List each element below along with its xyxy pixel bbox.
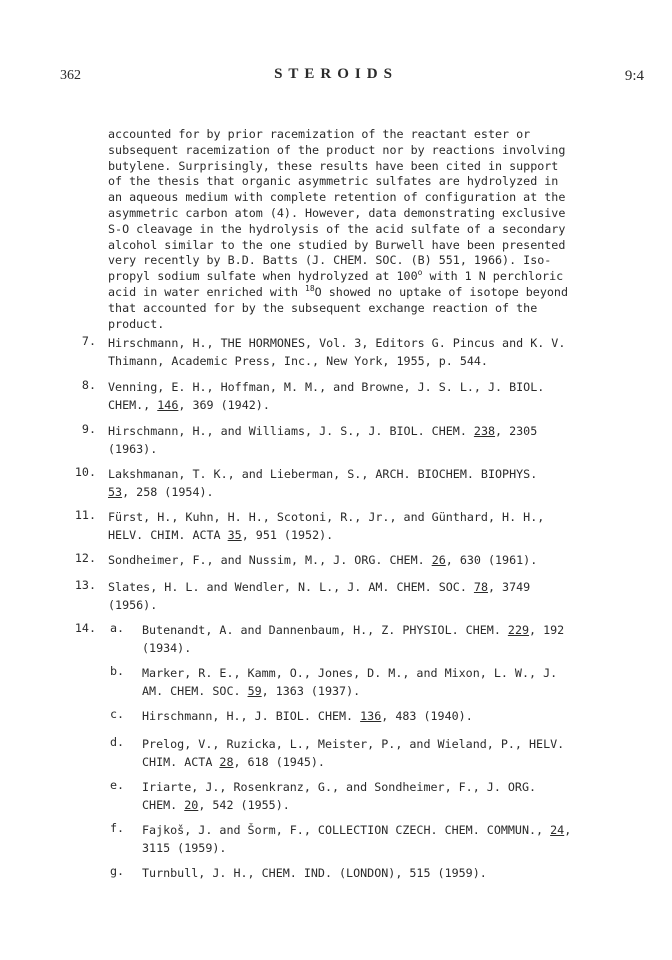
- text-line: an aqueous medium with complete retention of configuration at the: [108, 190, 566, 205]
- reference-number: 11.: [74, 508, 96, 522]
- volume-number: 238: [473, 424, 496, 438]
- text-line: product.: [108, 316, 165, 331]
- text-segment: Slates, H. L. and Wendler, N. L., J. AM. CHEM. SOC.: [108, 580, 474, 594]
- text-segment: , 630 (1961).: [445, 553, 538, 567]
- text-segment: CHEM.: [142, 798, 185, 812]
- sub-reference-entry: [142, 864, 487, 882]
- sub-reference-entry: [142, 821, 571, 857]
- text-line: [108, 483, 537, 501]
- sub-reference-entry: [142, 778, 536, 814]
- text-segment: , 618 (1945).: [233, 755, 325, 769]
- volume-number: 59: [247, 684, 262, 698]
- text-line: [142, 753, 564, 771]
- text-line: (1934).: [142, 641, 192, 655]
- text-line: Iriarte, J., Rosenkranz, G., and Sondheimer, F., J. ORG.: [142, 780, 537, 794]
- text-segment: , 369 (1942).: [178, 398, 270, 412]
- text-line: Fürst, H., Kuhn, H. H., Scotoni, R., Jr., and Günthard, H. H.,: [108, 510, 545, 524]
- text-line: butylene. Surprisingly, these results have been cited in support: [108, 158, 559, 173]
- text-line: [142, 682, 557, 700]
- text-segment: propyl sodium sulfate when hydrolyzed at 100: [108, 269, 418, 284]
- volume-number: 53: [108, 485, 123, 499]
- sub-reference-letter: g.: [110, 864, 125, 878]
- reference-number: 14.: [74, 621, 96, 635]
- text-line: Prelog, V., Ruzicka, L., Meister, P., and Wieland, P., HELV.: [142, 737, 565, 751]
- page-number: 362: [60, 68, 81, 83]
- text-line: (1963).: [108, 442, 158, 456]
- text-line: Marker, R. E., Kamm, O., Jones, D. M., and Mixon, L. W., J.: [142, 666, 558, 680]
- volume-number: 136: [360, 709, 382, 723]
- text-segment: , 951 (1952).: [241, 528, 334, 542]
- text-line: [108, 551, 537, 569]
- text-line: asymmetric carbon atom (4). However, data demonstrating exclusive: [108, 205, 566, 220]
- text-segment: , 2305: [495, 424, 538, 438]
- text-segment: , 1363 (1937).: [261, 684, 361, 698]
- text-segment: , 483 (1940).: [381, 709, 473, 723]
- page-header: [0, 66, 672, 90]
- reference-entry: [108, 422, 537, 458]
- reference-entry: [108, 334, 565, 370]
- text-line: S-O cleavage in the hydrolysis of the acid sulfate of a secondary: [108, 221, 566, 236]
- text-line: Lakshmanan, T. K., and Lieberman, S., ARCH. BIOCHEM. BIOPHYS.: [108, 467, 538, 481]
- text-segment: O showed no uptake of isotope beyond: [314, 284, 568, 299]
- text-line: Thimann, Academic Press, Inc., New York, 1955, p. 544.: [108, 354, 488, 368]
- volume-number: 20: [184, 798, 199, 812]
- reference-number: 7.: [81, 334, 96, 348]
- text-segment: , 3749: [487, 580, 531, 594]
- text-segment: CHIM. ACTA: [142, 755, 220, 769]
- text-line: [142, 796, 536, 814]
- reference-number: 13.: [74, 578, 96, 592]
- volume-number: 78: [473, 580, 488, 594]
- sub-reference-letter: e.: [110, 778, 125, 792]
- volume-number: 24: [550, 823, 565, 837]
- sub-reference-entry: [142, 735, 564, 771]
- text-line: [108, 269, 598, 285]
- sub-reference-entry: [142, 664, 557, 700]
- volume-number: 28: [219, 755, 234, 769]
- text-line: that accounted for by the subsequent exchange reaction of the: [108, 300, 538, 315]
- text-segment: HELV. CHIM. ACTA: [108, 528, 228, 542]
- reference-entry: [108, 378, 544, 414]
- text-segment: , 542 (1955).: [198, 798, 290, 812]
- sub-reference-letter: a.: [110, 621, 125, 635]
- text-line: subsequent racemization of the product nor by reactions involving: [108, 142, 566, 157]
- text-line: [142, 821, 571, 839]
- text-line: Hirschmann, H., THE HORMONES, Vol. 3, Editors G. Pincus and K. V.: [108, 336, 566, 350]
- reference-entry: [108, 465, 537, 501]
- reference-number: 10.: [74, 465, 96, 479]
- text-segment: Fajkoš, J. and Šorm, F., COLLECTION CZECH. CHEM. COMMUN.,: [142, 823, 551, 837]
- sub-reference-letter: f.: [110, 821, 125, 835]
- sub-reference-entry: [142, 621, 564, 657]
- text-segment: Hirschmann, H., and Williams, J. S., J. BIOL. CHEM.: [108, 424, 474, 438]
- reference-entry: [108, 578, 530, 614]
- reference-entry: [108, 551, 537, 569]
- text-segment: Hirschmann, H., J. BIOL. CHEM.: [142, 709, 361, 723]
- text-line: Turnbull, J. H., CHEM. IND. (LONDON), 515 (1959).: [142, 866, 487, 880]
- degree-superscript: o: [417, 268, 423, 278]
- sub-reference-letter: d.: [110, 735, 125, 749]
- reference-entry: [108, 508, 544, 544]
- issue-number: 9:4: [624, 68, 644, 84]
- text-segment: Sondheimer, F., and Nussim, M., J. ORG. CHEM.: [108, 553, 432, 567]
- sub-reference-entry: [142, 707, 473, 725]
- sub-reference-letter: b.: [110, 664, 125, 678]
- text-line: of the thesis that organic asymmetric sulfates are hydrolyzed in: [108, 174, 559, 189]
- volume-number: 146: [157, 398, 179, 412]
- reference-number: 8.: [81, 378, 96, 392]
- text-line: 3115 (1959).: [142, 841, 227, 855]
- text-line: accounted for by prior racemization of the reactant ester or: [108, 127, 531, 141]
- text-line: [142, 621, 564, 639]
- continuation-paragraph: [108, 127, 598, 332]
- text-segment: acid in water enriched with: [108, 284, 306, 299]
- text-line: very recently by B.D. Batts (J. CHEM. SOC. (B) 551, 1966). Iso-: [108, 253, 552, 268]
- reference-number: 9.: [81, 422, 96, 436]
- volume-number: 35: [227, 528, 242, 542]
- reference-number: 12.: [74, 551, 96, 565]
- text-line: [108, 396, 544, 414]
- sub-reference-letter: c.: [110, 707, 125, 721]
- text-segment: , 258 (1954).: [122, 485, 214, 499]
- text-segment: Butenandt, A. and Dannenbaum, H., Z. PHYSIOL. CHEM.: [142, 623, 508, 637]
- text-segment: AM. CHEM. SOC.: [142, 684, 248, 698]
- text-line: [142, 707, 473, 725]
- text-line: (1956).: [108, 598, 158, 612]
- text-segment: ,: [564, 823, 572, 837]
- text-line: [108, 422, 537, 440]
- text-line: Venning, E. H., Hoffman, M. M., and Browne, J. S. L., J. BIOL.: [108, 380, 545, 394]
- text-segment: with 1 N perchloric: [422, 269, 564, 284]
- isotope-superscript: 18: [305, 284, 315, 294]
- volume-number: 26: [431, 553, 446, 567]
- text-line: [108, 526, 544, 544]
- volume-number: 229: [507, 623, 530, 637]
- text-line: [108, 578, 530, 596]
- text-line: alcohol similar to the one studied by Burwell have been presented: [108, 237, 566, 252]
- text-line: [108, 285, 598, 301]
- running-title: STEROIDS: [274, 66, 398, 82]
- text-segment: , 192: [529, 623, 565, 637]
- text-segment: CHEM.,: [108, 398, 158, 412]
